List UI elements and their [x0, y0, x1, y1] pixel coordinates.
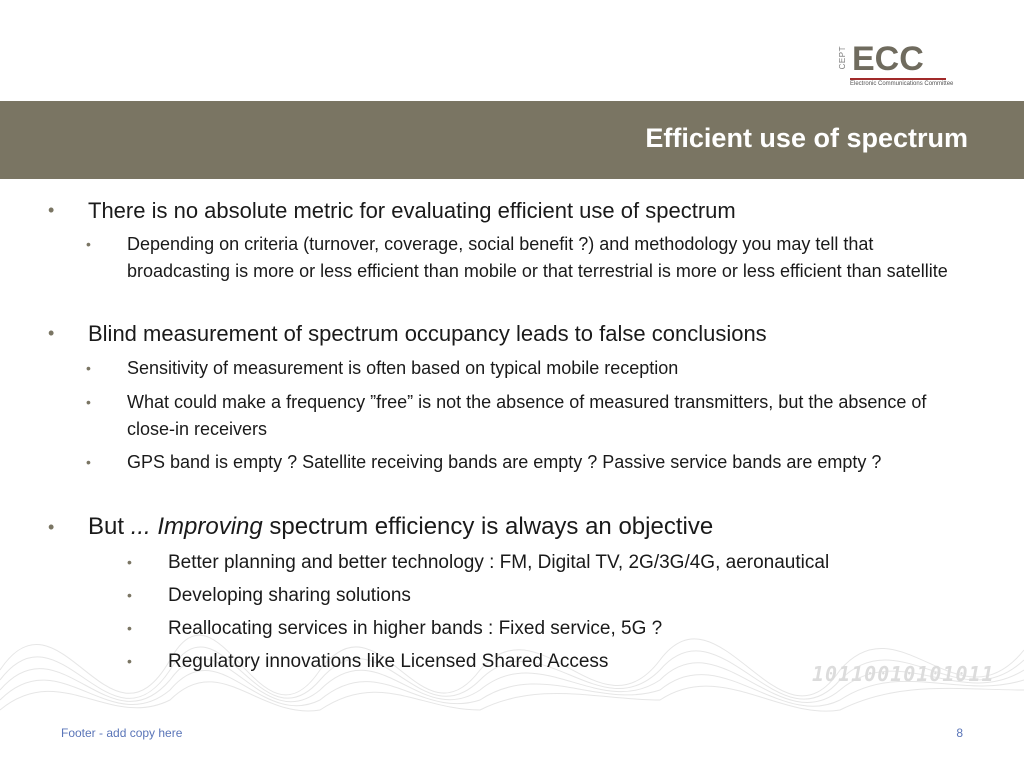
bullet-text: Reallocating services in higher bands : Fixed service, 5G ?: [168, 618, 663, 639]
sub-bullet-3-2: [127, 582, 968, 609]
bullet-dot: •: [127, 587, 132, 603]
sub-bullet-1-1: [86, 231, 962, 285]
sub-bullet-3-3: [127, 615, 968, 642]
sub-bullet-2-2: [86, 389, 962, 443]
bullet-dot: •: [48, 323, 55, 343]
binary-decoration: 10110010101011: [812, 662, 995, 686]
bullet-text-rest: spectrum efficiency is always an objective: [262, 513, 714, 540]
bullet-dot: •: [86, 360, 91, 376]
bullet-text: Developing sharing solutions: [168, 585, 411, 606]
bullet-text-lead: But: [88, 513, 131, 540]
bullet-3: [48, 512, 968, 542]
bullet-dot: •: [127, 653, 132, 669]
bullet-dot: •: [127, 554, 132, 570]
footer-text: Footer - add copy here: [61, 726, 183, 740]
bullet-text: Better planning and better technology : FM, Digital TV, 2G/3G/4G, aeronautical: [168, 552, 830, 573]
bullet-dot: •: [48, 517, 55, 537]
bullet-dot: •: [86, 394, 91, 410]
bullet-dot: •: [86, 236, 91, 252]
bullet-text: What could make a frequency ”free” is not the absence of measured transmitters, but the absence of close-in receivers: [127, 392, 927, 439]
bullet-text: There is no absolute metric for evaluating efficient use of spectrum: [88, 198, 736, 223]
bullet-dot: •: [48, 200, 55, 220]
bullet-text: Regulatory innovations like Licensed Shared Access: [168, 651, 609, 672]
bullet-dot: •: [127, 620, 132, 636]
sub-bullet-3-1: [127, 549, 968, 576]
logo-side-text: CEPT: [838, 46, 847, 70]
bullet-text: Depending on criteria (turnover, coverage, social benefit ?) and methodology you may tell that broadcasting is more or less efficient than mobile or that terrestrial is more or less efficient than satellite: [127, 234, 948, 281]
bullet-text: Blind measurement of spectrum occupancy leads to false conclusions: [88, 321, 767, 346]
logo-rule: [850, 78, 946, 80]
sub-bullet-2-3: [86, 449, 962, 476]
logo-mark: ECC: [852, 40, 924, 78]
bullet-dot: •: [86, 454, 91, 470]
bullet-text: Sensitivity of measurement is often based on typical mobile reception: [127, 358, 679, 378]
slide-title: Efficient use of spectrum: [645, 123, 968, 153]
bullet-text-emphasis: ... Improving: [130, 513, 263, 540]
bullet-1: [48, 197, 968, 224]
bullet-2: [48, 320, 968, 347]
sub-bullet-2-1: [86, 355, 962, 382]
bullet-text: GPS band is empty ? Satellite receiving bands are empty ? Passive service bands are empty ?: [127, 452, 882, 472]
page-number: 8: [956, 726, 963, 740]
logo-subtitle: Electronic Communications Committee: [850, 81, 954, 87]
ecc-logo: [838, 40, 954, 90]
title-bar: [0, 101, 1024, 179]
